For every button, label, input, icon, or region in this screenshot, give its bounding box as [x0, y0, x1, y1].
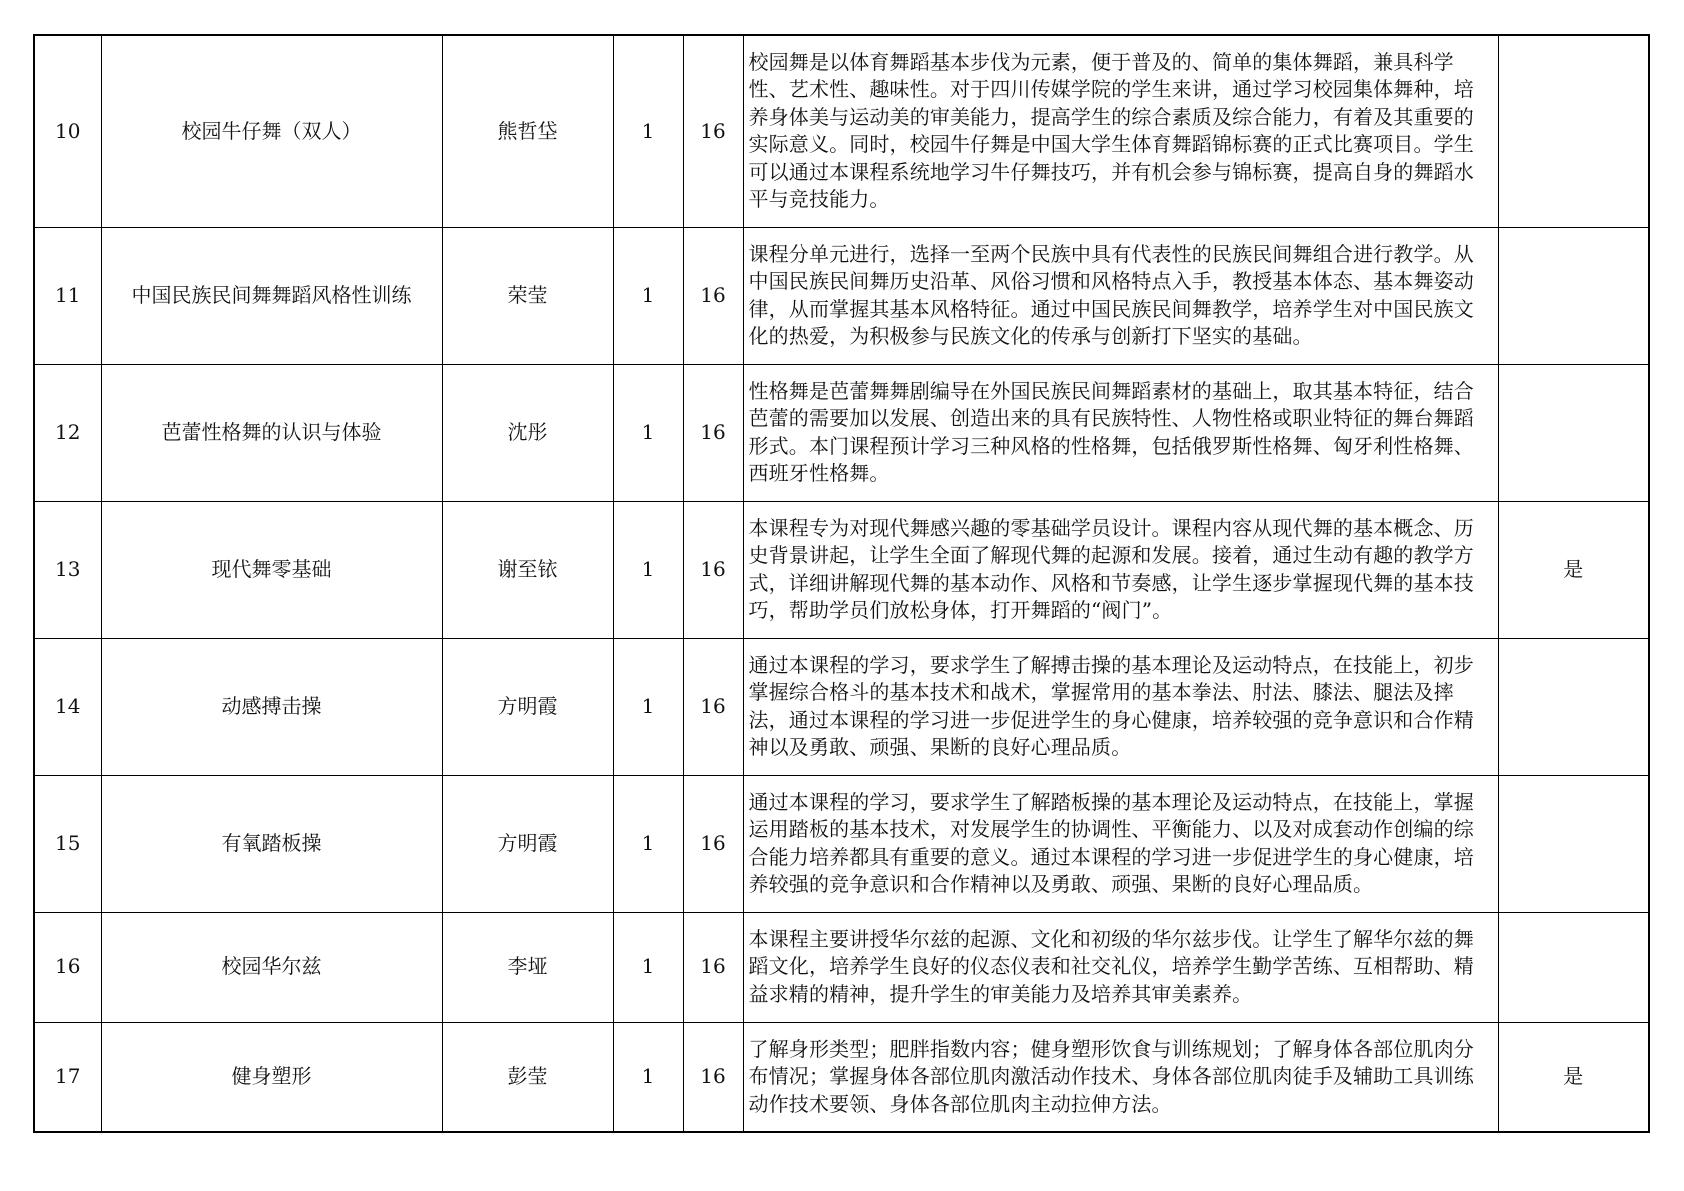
course-table-body — [34, 35, 1649, 1132]
hours-cell: 16 — [683, 638, 743, 775]
remark-cell: 是 — [1498, 501, 1649, 638]
credits-cell: 1 — [613, 35, 683, 227]
table-row — [34, 35, 1649, 227]
remark-cell — [1498, 35, 1649, 227]
teacher-cell: 彭莹 — [442, 1022, 613, 1132]
table-row — [34, 912, 1649, 1022]
remark-cell — [1498, 775, 1649, 912]
course-name-cell: 现代舞零基础 — [101, 501, 442, 638]
course-number-cell: 16 — [34, 912, 101, 1022]
course-table — [33, 34, 1650, 1133]
hours-cell: 16 — [683, 35, 743, 227]
remark-cell — [1498, 364, 1649, 501]
teacher-cell: 李垭 — [442, 912, 613, 1022]
table-row — [34, 364, 1649, 501]
credits-cell: 1 — [613, 501, 683, 638]
table-row — [34, 501, 1649, 638]
hours-cell: 16 — [683, 1022, 743, 1132]
table-row — [34, 227, 1649, 364]
teacher-cell: 谢至铱 — [442, 501, 613, 638]
course-name-cell: 校园华尔兹 — [101, 912, 442, 1022]
table-row — [34, 1022, 1649, 1132]
hours-cell: 16 — [683, 227, 743, 364]
table-row — [34, 775, 1649, 912]
credits-cell: 1 — [613, 912, 683, 1022]
teacher-cell: 沈彤 — [442, 364, 613, 501]
table-row — [34, 638, 1649, 775]
course-number-cell: 13 — [34, 501, 101, 638]
course-description-cell: 课程分单元进行，选择一至两个民族中具有代表性的民族民间舞组合进行教学。从中国民族民间舞历史沿革、风俗习惯和风格特点入手，教授基本体态、基本舞姿动律，从而掌握其基本风格特征。通过中国民族民间舞教学，培养学生对中国民族文化的热爱，为积极参与民族文化的传承与创新打下坚实的基础。 — [743, 227, 1498, 364]
remark-cell — [1498, 638, 1649, 775]
teacher-cell: 熊哲垈 — [442, 35, 613, 227]
hours-cell: 16 — [683, 501, 743, 638]
course-description-cell: 校园舞是以体育舞蹈基本步伐为元素，便于普及的、简单的集体舞蹈，兼具科学性、艺术性、趣味性。对于四川传媒学院的学生来讲，通过学习校园集体舞种，培养身体美与运动美的审美能力，提高学生的综合素质及综合能力，有着及其重要的实际意义。同时，校园牛仔舞是中国大学生体育舞蹈锦标赛的正式比赛项目。学生可以通过本课程系统地学习牛仔舞技巧，并有机会参与锦标赛，提高自身的舞蹈水平与竞技能力。 — [743, 35, 1498, 227]
course-description-cell: 性格舞是芭蕾舞舞剧编导在外国民族民间舞蹈素材的基础上，取其基本特征，结合芭蕾的需要加以发展、创造出来的具有民族特性、人物性格或职业特征的舞台舞蹈形式。本门课程预计学习三种风格的性格舞，包括俄罗斯性格舞、匈牙利性格舞、西班牙性格舞。 — [743, 364, 1498, 501]
credits-cell: 1 — [613, 775, 683, 912]
course-number-cell: 17 — [34, 1022, 101, 1132]
credits-cell: 1 — [613, 1022, 683, 1132]
course-number-cell: 15 — [34, 775, 101, 912]
course-name-cell: 健身塑形 — [101, 1022, 442, 1132]
course-name-cell: 中国民族民间舞舞蹈风格性训练 — [101, 227, 442, 364]
course-number-cell: 11 — [34, 227, 101, 364]
teacher-cell: 荣莹 — [442, 227, 613, 364]
credits-cell: 1 — [613, 638, 683, 775]
course-description-cell: 了解身形类型；肥胖指数内容；健身塑形饮食与训练规划；了解身体各部位肌肉分布情况；掌握身体各部位肌肉激活动作技术、身体各部位肌肉徒手及辅助工具训练动作技术要领、身体各部位肌肉主动拉伸方法。 — [743, 1022, 1498, 1132]
course-name-cell: 校园牛仔舞（双人） — [101, 35, 442, 227]
teacher-cell: 方明霞 — [442, 638, 613, 775]
course-name-cell: 有氧踏板操 — [101, 775, 442, 912]
course-description-cell: 本课程专为对现代舞感兴趣的零基础学员设计。课程内容从现代舞的基本概念、历史背景讲起，让学生全面了解现代舞的起源和发展。接着，通过生动有趣的教学方式，详细讲解现代舞的基本动作、风格和节奏感，让学生逐步掌握现代舞的基本技巧，帮助学员们放松身体，打开舞蹈的“阀门”。 — [743, 501, 1498, 638]
remark-cell — [1498, 227, 1649, 364]
course-number-cell: 14 — [34, 638, 101, 775]
course-description-cell: 本课程主要讲授华尔兹的起源、文化和初级的华尔兹步伐。让学生了解华尔兹的舞蹈文化，培养学生良好的仪态仪表和社交礼仪，培养学生勤学苦练、互相帮助、精益求精的精神，提升学生的审美能力及培养其审美素养。 — [743, 912, 1498, 1022]
course-name-cell: 动感搏击操 — [101, 638, 442, 775]
hours-cell: 16 — [683, 775, 743, 912]
course-number-cell: 12 — [34, 364, 101, 501]
remark-cell — [1498, 912, 1649, 1022]
hours-cell: 16 — [683, 364, 743, 501]
course-name-cell: 芭蕾性格舞的认识与体验 — [101, 364, 442, 501]
teacher-cell: 方明霞 — [442, 775, 613, 912]
credits-cell: 1 — [613, 364, 683, 501]
course-description-cell: 通过本课程的学习，要求学生了解搏击操的基本理论及运动特点，在技能上，初步掌握综合格斗的基本技术和战术，掌握常用的基本拳法、肘法、膝法、腿法及摔法，通过本课程的学习进一步促进学生的身心健康，培养较强的竞争意识和合作精神以及勇敢、顽强、果断的良好心理品质。 — [743, 638, 1498, 775]
credits-cell: 1 — [613, 227, 683, 364]
course-description-cell: 通过本课程的学习，要求学生了解踏板操的基本理论及运动特点，在技能上，掌握运用踏板的基本技术，对发展学生的协调性、平衡能力、以及对成套动作创编的综合能力培养都具有重要的意义。通过本课程的学习进一步促进学生的身心健康，培养较强的竞争意识和合作精神以及勇敢、顽强、果断的良好心理品质。 — [743, 775, 1498, 912]
hours-cell: 16 — [683, 912, 743, 1022]
course-number-cell: 10 — [34, 35, 101, 227]
remark-cell: 是 — [1498, 1022, 1649, 1132]
